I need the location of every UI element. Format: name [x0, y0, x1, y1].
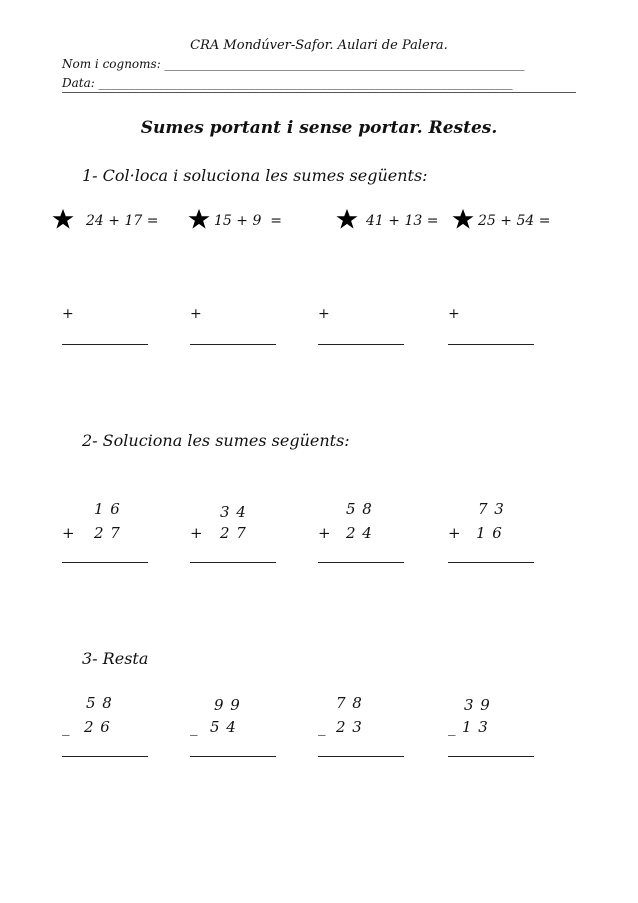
operator: + — [62, 524, 76, 542]
operator: + — [448, 524, 462, 542]
answer-line — [190, 562, 276, 563]
problem-1: 24 + 17 = — [86, 213, 159, 229]
problem-2: 15 + 9 = — [214, 213, 282, 229]
subtrahend: 5 4 — [210, 718, 237, 736]
addend-bottom: 2 7 — [94, 524, 121, 542]
operator: + — [318, 524, 332, 542]
answer-line — [62, 756, 148, 757]
problem-3: 41 + 13 = — [366, 213, 439, 229]
header-divider — [62, 92, 576, 93]
section1-heading: 1- Col·loca i soluciona les sumes següents: — [82, 166, 428, 185]
answer-line — [318, 756, 404, 757]
answer-line — [62, 344, 148, 345]
operator: _ — [190, 718, 199, 736]
worksheet-title: Sumes portant i sense portar. Restes. — [140, 118, 498, 138]
star-icon — [452, 208, 474, 230]
operator: _ — [318, 718, 327, 736]
problem-4: 25 + 54 = — [478, 213, 551, 229]
operator: + — [190, 524, 204, 542]
section2-heading: 2- Soluciona les sumes següents: — [82, 431, 350, 450]
operator: _ — [62, 718, 71, 736]
plus-sign: + — [318, 306, 330, 322]
addend-bottom: 2 4 — [346, 524, 373, 542]
addend-top: 3 4 — [220, 503, 247, 521]
subtrahend: 2 6 — [84, 718, 111, 736]
answer-line — [448, 562, 534, 563]
answer-line — [318, 344, 404, 345]
school-name: CRA Mondúver-Safor. Aulari de Palera. — [190, 38, 448, 53]
minuend: 5 8 — [86, 694, 113, 712]
subtrahend: 1 3 — [462, 718, 489, 736]
minuend: 7 8 — [336, 694, 363, 712]
plus-sign: + — [190, 306, 202, 322]
star-icon — [52, 208, 74, 230]
answer-line — [190, 756, 276, 757]
plus-sign: + — [448, 306, 460, 322]
answer-line — [318, 562, 404, 563]
minuend: 9 9 — [214, 696, 241, 714]
minuend: 3 9 — [464, 696, 491, 714]
answer-line — [448, 756, 534, 757]
addend-top: 1 6 — [94, 500, 121, 518]
date-field[interactable]: Data: _____________________________________________________________________ — [62, 76, 513, 90]
subtrahend: 2 3 — [336, 718, 363, 736]
addend-bottom: 1 6 — [476, 524, 503, 542]
star-icon — [188, 208, 210, 230]
answer-line — [62, 562, 148, 563]
plus-sign: + — [62, 306, 74, 322]
addend-top: 7 3 — [478, 500, 505, 518]
name-field[interactable]: Nom i cognoms: ____________________________________________________________ — [62, 57, 525, 71]
operator: _ — [448, 718, 457, 736]
section3-heading: 3- Resta — [82, 649, 149, 668]
addend-bottom: 2 7 — [220, 524, 247, 542]
star-icon — [336, 208, 358, 230]
addend-top: 5 8 — [346, 500, 373, 518]
answer-line — [448, 344, 534, 345]
answer-line — [190, 344, 276, 345]
